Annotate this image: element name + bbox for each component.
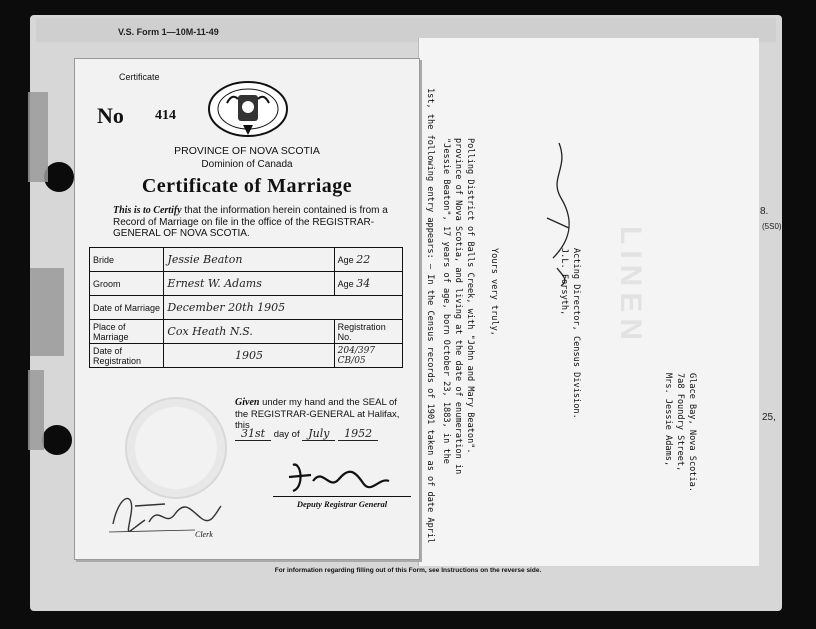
binder-hole-top (44, 162, 74, 192)
deputy-signature (283, 457, 393, 497)
address-line: Glace Bay, Nova Scotia. (687, 373, 697, 492)
province-heading: PROVINCE OF NOVA SCOTIA (174, 145, 320, 157)
day-of-label: day of (273, 429, 300, 440)
bride-age: 22 (356, 253, 371, 266)
place-of-marriage-label: Place of Marriage (90, 320, 164, 344)
tape-strip (30, 268, 64, 356)
edge-mark: (5S0) (762, 222, 782, 231)
groom-age: 34 (356, 277, 371, 290)
table-row (90, 320, 403, 344)
clerk-label: Clerk (195, 530, 213, 539)
marriage-certificate (74, 58, 420, 560)
bride-value: Jessie Beaton (164, 248, 334, 272)
groom-age-cell (334, 272, 402, 296)
letter-line: province of Nova Scotia, and living at the date of enumeration in (453, 138, 463, 475)
letter-line: 1st, the following entry appears: — In the Census records of 1901 taken as of date April (425, 88, 435, 544)
given-text: under my hand and the SEAL of the REGISTRAR-GENERAL at Halifax, this (235, 397, 400, 431)
letter-signer-name: J.L. Forsyth, (559, 248, 569, 316)
table-row (90, 296, 403, 320)
form-footer-note: For information regarding filling out of this Form, see Instructions on the reverse side. (274, 567, 542, 574)
certify-text: that the information herein contained is from a Record of Marriage on file in the office of the REGISTRAR-GENERAL OF NOVA SCOTIA. (113, 205, 388, 239)
issue-date-line (235, 427, 378, 440)
issue-day: 31st (235, 427, 271, 441)
address-line: 7a8 Foundry Street, (675, 373, 685, 472)
certificate-no-label: No (97, 103, 124, 128)
registration-no-label: Registration No. (334, 320, 402, 344)
letter-line: "Jessie Beaton", 17 years of age, born October 23, 1883, in the (441, 138, 451, 464)
edge-mark: 8. (760, 206, 769, 217)
deputy-registrar-title: Deputy Registrar General (273, 496, 411, 509)
certificate-title: Certificate of Marriage (141, 175, 353, 197)
groom-value: Ernest W. Adams (164, 272, 334, 296)
date-of-marriage-value: December 20th 1905 (164, 296, 403, 320)
edge-mark: 25, (762, 412, 776, 423)
place-of-marriage-value: Cox Heath N.S. (164, 320, 334, 344)
registrar-seal-icon (207, 79, 289, 139)
census-letter (418, 38, 759, 566)
date-of-marriage-label: Date of Marriage (90, 296, 164, 320)
bride-age-cell (334, 248, 402, 272)
form-id: V.S. Form 1—10M-11-49 (118, 27, 219, 37)
letter-stamp-watermark: LINEN (614, 226, 647, 346)
certificate-number: 414 (155, 108, 176, 123)
table-row (90, 272, 403, 296)
groom-label: Groom (90, 272, 164, 296)
tape-strip (28, 370, 44, 450)
date-of-registration-value: 1905 (164, 344, 334, 368)
letter-closing: Yours very truly, (489, 248, 499, 336)
table-row (90, 344, 403, 368)
date-of-registration-label: Date of Registration (90, 344, 164, 368)
bride-age-label: Age (337, 255, 354, 265)
table-row (90, 248, 403, 272)
address-line: Mrs. Jessie Adams, (663, 373, 673, 467)
certify-statement (113, 205, 403, 240)
tape-strip (28, 92, 48, 182)
groom-age-label: Age (337, 279, 354, 289)
marriage-record-table (89, 247, 403, 368)
certify-lead: This is to Certify (113, 205, 182, 216)
given-lead: Given (235, 397, 260, 408)
binder-hole-bottom (42, 425, 72, 455)
dominion-heading: Dominion of Canada (201, 159, 293, 170)
bride-label: Bride (90, 248, 164, 272)
registration-no-value: 204/397 CB/05 (334, 344, 402, 368)
certificate-label: Certificate (119, 72, 160, 82)
issue-month: July (302, 427, 335, 441)
letter-line: Polling District of Balls Creek, with "John and Mary Beaton". (465, 138, 475, 454)
issue-year: 1952 (338, 427, 378, 441)
letter-signer-title: Acting Director, Census Division. (571, 248, 581, 419)
